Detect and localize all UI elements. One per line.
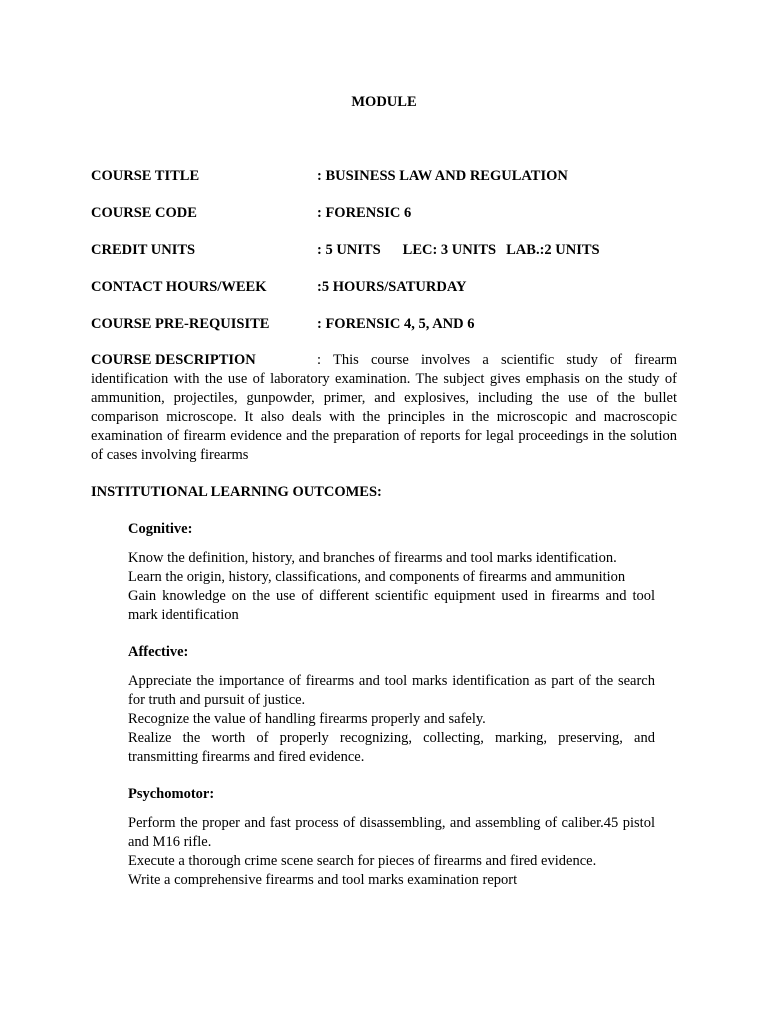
affective-section (128, 643, 655, 767)
contact-hours-value: :5 HOURS/SATURDAY (317, 279, 467, 295)
affective-item: Appreciate the importance of firearms and tool marks identification as part of the search for truth and pursuit of justice. (128, 673, 655, 708)
psychomotor-item: Execute a thorough crime scene search for pieces of firearms and fired evidence. (128, 853, 597, 869)
affective-item: Realize the worth of properly recognizing, collecting, marking, preserving, and transmitting firearms and fired evidence. (128, 730, 655, 765)
affective-item: Recognize the value of handling firearms properly and safely. (128, 711, 486, 727)
course-description-label: COURSE DESCRIPTION (91, 352, 256, 368)
cognitive-item: Learn the origin, history, classifications, and components of firearms and ammunition (128, 569, 626, 585)
credit-units-label: CREDIT UNITS (91, 242, 196, 258)
contact-hours-label: CONTACT HOURS/WEEK (91, 279, 267, 295)
cognitive-section (128, 520, 655, 625)
cognitive-heading: Cognitive: (128, 521, 193, 537)
course-code-label: COURSE CODE (91, 205, 197, 221)
psychomotor-heading: Psychomotor: (128, 786, 215, 802)
course-description-text: : This course involves a scientific study of firearm identification with the use of laboratory examination. The subject gives emphasis on the study of ammunition, projectiles, gunpowder, primer, and explosives, including the use of the bullet comparison microscope. It also deals with the principles in the microscopic and macroscopic examination of firearm evidence and the preparation of reports for legal proceedings in the solution of cases involving firearms (91, 352, 677, 463)
lab-units: LAB.:2 UNITS (506, 242, 600, 258)
cognitive-item: Gain knowledge on the use of different scientific equipment used in firearms and tool mark identification (128, 588, 655, 623)
psychomotor-section (128, 785, 655, 890)
course-title-value: : BUSINESS LAW AND REGULATION (317, 168, 568, 184)
prerequisite-value: : FORENSIC 4, 5, AND 6 (317, 316, 475, 332)
credit-units-value-group (317, 241, 600, 259)
ilo-heading: INSTITUTIONAL LEARNING OUTCOMES: (91, 484, 382, 500)
lecture-units: LEC: 3 UNITS (402, 242, 497, 258)
cognitive-item: Know the definition, history, and branches of firearms and tool marks identification. (128, 550, 617, 566)
psychomotor-item: Write a comprehensive firearms and tool marks examination report (128, 872, 518, 888)
prerequisite-label: COURSE PRE-REQUISITE (91, 316, 270, 332)
credit-units-value: : 5 UNITS (317, 242, 381, 258)
affective-heading: Affective: (128, 644, 189, 660)
course-code-value: : FORENSIC 6 (317, 205, 412, 221)
document-title: MODULE (351, 94, 417, 110)
psychomotor-item: Perform the proper and fast process of disassembling, and assembling of caliber.45 pistol and M16 rifle. (128, 815, 655, 850)
course-title-label: COURSE TITLE (91, 168, 200, 184)
course-description (91, 351, 677, 465)
